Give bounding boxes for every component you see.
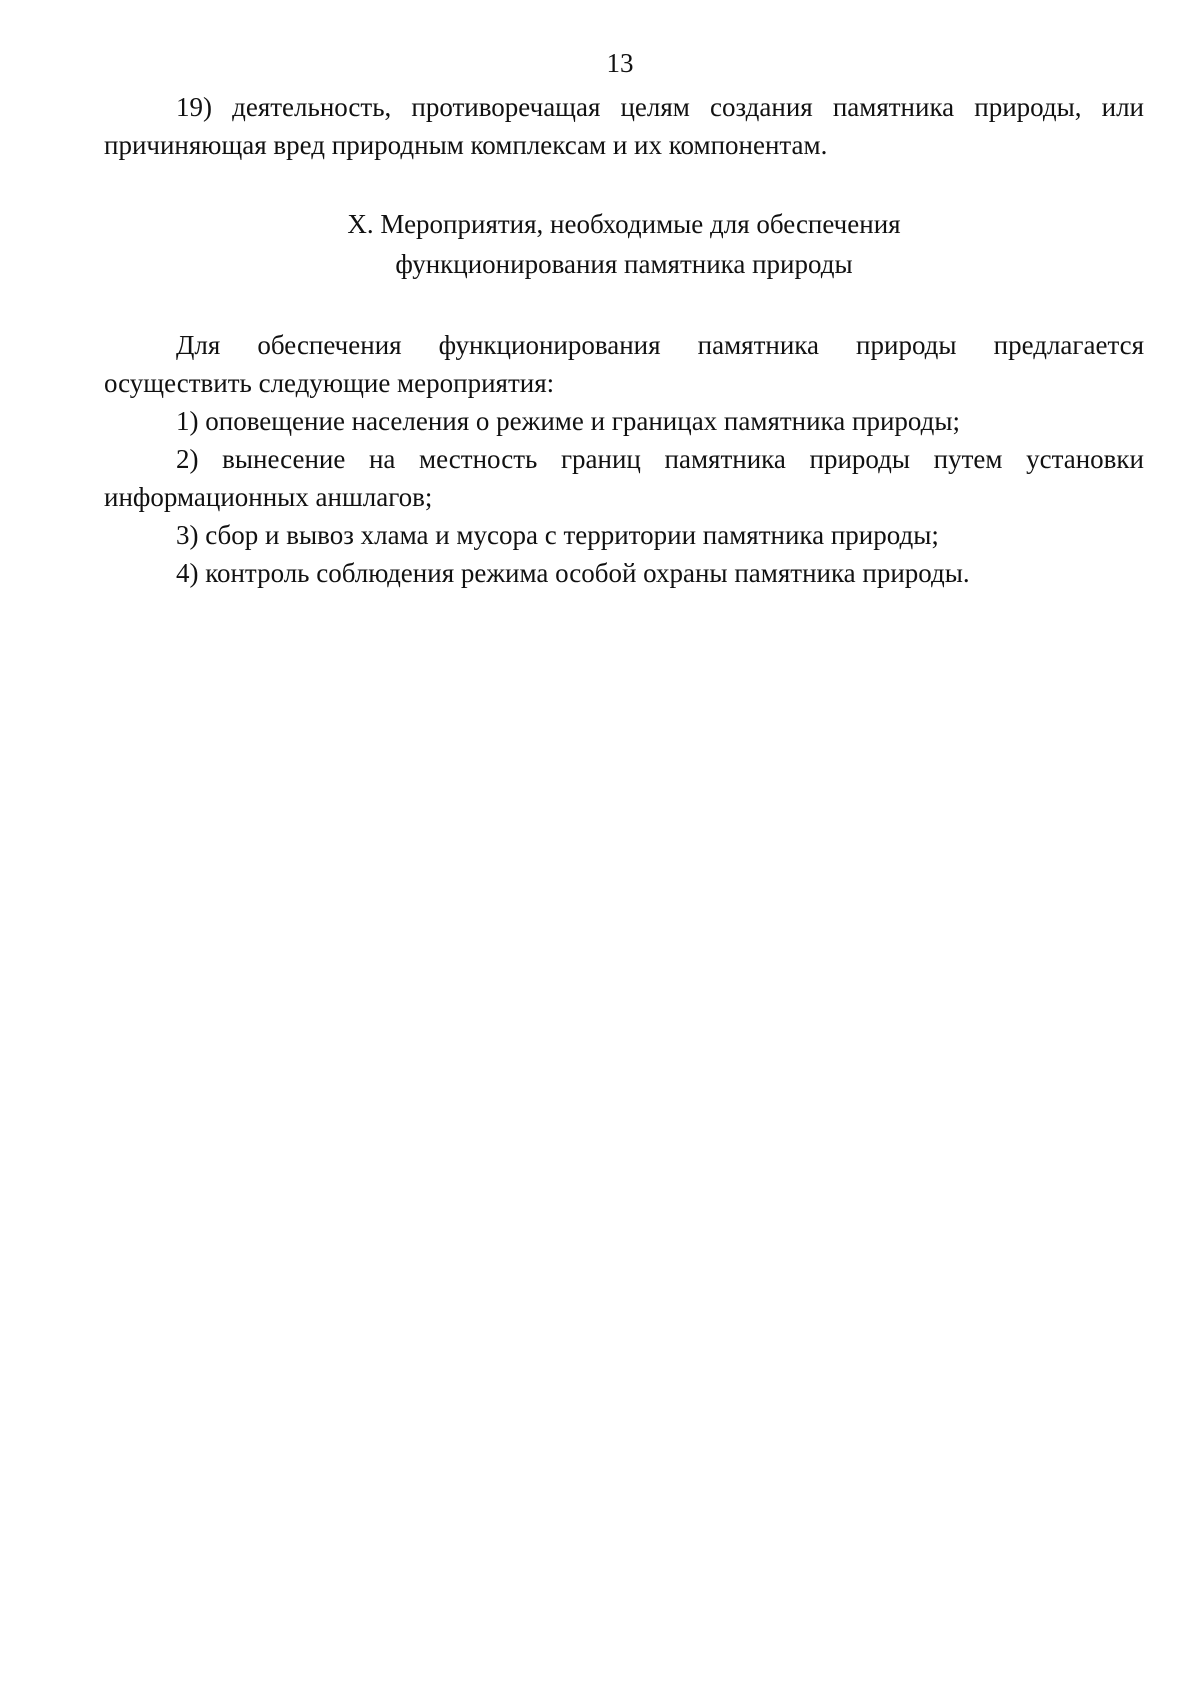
section-heading-line-2: функционирования памятника природы	[395, 249, 853, 279]
measure-item-1: 1) оповещение населения о режиме и границах памятника природы;	[176, 406, 961, 436]
page-content	[104, 88, 1144, 592]
intro-paragraph: Для обеспечения функционирования памятника природы предлагается осуществить следующие мероприятия:	[104, 330, 1144, 398]
item-19-paragraph: 19) деятельность, противоречащая целям создания памятника природы, или причиняющая вред природным комплексам и их компонентам.	[104, 92, 1144, 160]
measure-item-2: 2) вынесение на местность границ памятника природы путем установки информационных аншлагов;	[104, 444, 1144, 512]
measure-item-4: 4) контроль соблюдения режима особой охраны памятника природы.	[176, 558, 970, 588]
section-heading-line-1: X. Мероприятия, необходимые для обеспечения	[347, 209, 901, 239]
section-heading	[104, 204, 1144, 284]
measure-item-3: 3) сбор и вывоз хлама и мусора с территории памятника природы;	[176, 520, 939, 550]
page-number: 13	[606, 48, 634, 78]
